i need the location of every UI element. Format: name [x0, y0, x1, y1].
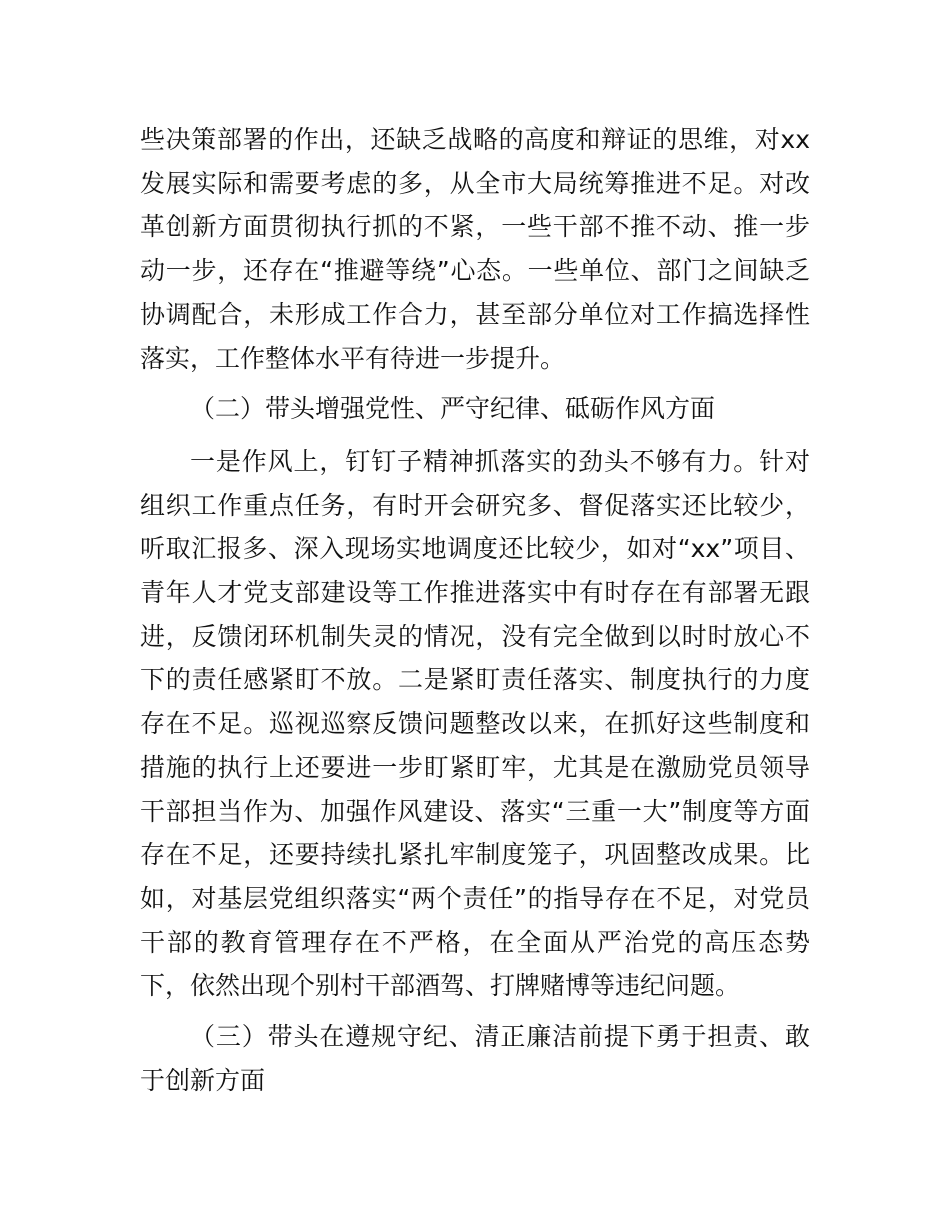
section-heading-three: （三）带头在遵规守纪、清正廉洁前提下勇于担责、敢于创新方面 [140, 1022, 810, 1095]
section-heading-two: （二）带头增强党性、严守纪律、砥砺作风方面 [190, 394, 716, 424]
paragraph-continuation: 些决策部署的作出，还缺乏战略的高度和辩证的思维，对xx发展实际和需要考虑的多，从全市大局统筹推进不足。对改革创新方面贯彻执行抓的不紧，一些干部不推不动、推一步动一步，还存在“推避等绕”心态。一些单位、部门之间缺乏协调配合，未形成工作合力，甚至部分单位对工作搞选择性落实，工作整体水平有待进一步提升。 [140, 125, 810, 373]
document-body [140, 118, 810, 1102]
paragraph-body: 一是作风上，钉钉子精神抓落实的劲头不够有力。针对组织工作重点任务，有时开会研究多、督促落实还比较少，听取汇报多、深入现场实地调度还比较少，如对“xx”项目、青年人才党支部建设等工作推进落实中有时存在有部署无跟进，反馈闭环机制失灵的情况，没有完全做到以时时放心不下的责任感紧盯不放。二是紧盯责任落实、制度执行的力度存在不足。巡视巡察反馈问题整改以来，在抓好这些制度和措施的执行上还要进一步盯紧盯牢，尤其是在激励党员领导干部担当作为、加强作风建设、落实“三重一大”制度等方面存在不足，还要持续扎紧扎牢制度笼子，巩固整改成果。比如，对基层党组织落实“两个责任”的指导存在不足，对党员干部的教育管理存在不严格，在全面从严治党的高压态势下，依然出现个别村干部酒驾、打牌赌博等违纪问题。 [140, 446, 810, 1001]
